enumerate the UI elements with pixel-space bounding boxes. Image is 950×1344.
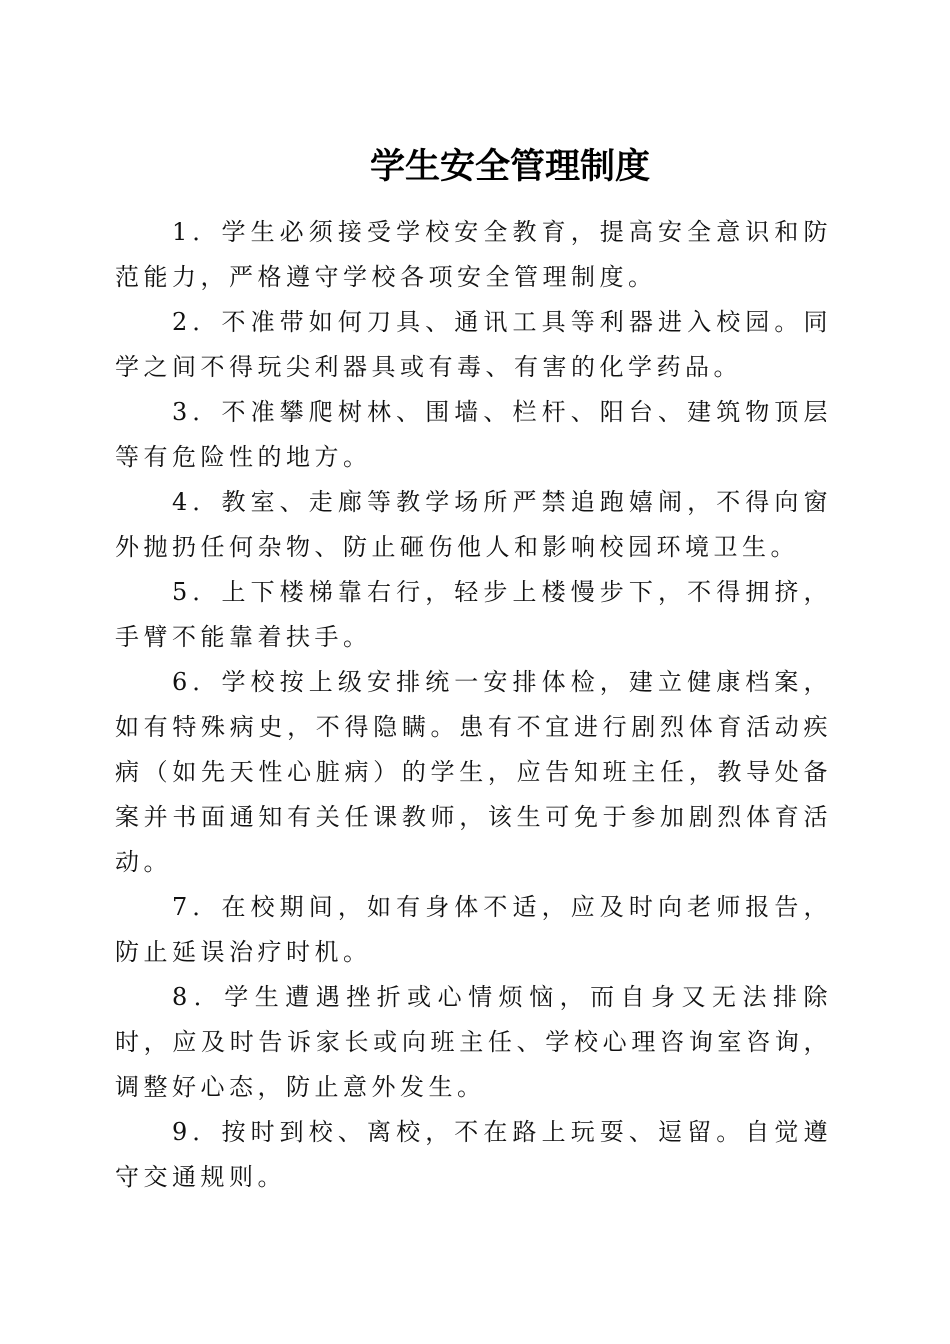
rules-list bbox=[115, 210, 832, 1200]
rule-text: 学生必须接受学校安全教育，提高安全意识和防范能力，严格遵守学校各项安全管理制度。 bbox=[115, 218, 832, 291]
rule-number: 4． bbox=[172, 488, 222, 516]
rule-text: 上下楼梯靠右行，轻步上楼慢步下，不得拥挤，手臂不能靠着扶手。 bbox=[115, 578, 832, 651]
rule-item-9 bbox=[115, 1110, 832, 1200]
rule-item-2 bbox=[115, 300, 832, 390]
rule-number: 5． bbox=[172, 578, 222, 606]
rule-number: 1． bbox=[172, 218, 222, 246]
rule-text: 学校按上级安排统一安排体检，建立健康档案，如有特殊病史，不得隐瞒。患有不宜进行剧烈体育活动疾病（如先天性心脏病）的学生，应告知班主任，教导处备案并书面通知有关任课教师，该生可免于参加剧烈体育活动。 bbox=[115, 668, 832, 876]
rule-item-4 bbox=[115, 480, 832, 570]
rule-text: 在校期间，如有身体不适，应及时向老师报告，防止延误治疗时机。 bbox=[115, 893, 832, 966]
rule-number: 9． bbox=[172, 1118, 222, 1146]
rule-number: 7． bbox=[172, 893, 222, 921]
rule-number: 3． bbox=[172, 398, 222, 426]
rule-item-1 bbox=[115, 210, 832, 300]
rule-text: 不准攀爬树林、围墙、栏杆、阳台、建筑物顶层等有危险性的地方。 bbox=[115, 398, 832, 471]
document-title: 学生安全管理制度 bbox=[369, 147, 650, 187]
rule-item-5 bbox=[115, 570, 832, 660]
rule-text: 学生遭遇挫折或心情烦恼，而自身又无法排除时，应及时告诉家长或向班主任、学校心理咨询室咨询，调整好心态，防止意外发生。 bbox=[115, 983, 832, 1101]
rule-text: 按时到校、离校，不在路上玩耍、逗留。自觉遵守交通规则。 bbox=[115, 1118, 832, 1191]
rule-text: 不准带如何刀具、通讯工具等利器进入校园。同学之间不得玩尖利器具或有毒、有害的化学药品。 bbox=[115, 308, 832, 381]
rule-item-8 bbox=[115, 975, 832, 1110]
rule-number: 6． bbox=[172, 668, 222, 696]
rule-item-3 bbox=[115, 390, 832, 480]
rule-item-7 bbox=[115, 885, 832, 975]
rule-item-6 bbox=[115, 660, 832, 885]
rule-text: 教室、走廊等教学场所严禁追跑嬉闹，不得向窗外抛扔任何杂物、防止砸伤他人和影响校园环境卫生。 bbox=[115, 488, 832, 561]
rule-number: 2． bbox=[172, 308, 222, 336]
rule-number: 8． bbox=[172, 983, 225, 1011]
